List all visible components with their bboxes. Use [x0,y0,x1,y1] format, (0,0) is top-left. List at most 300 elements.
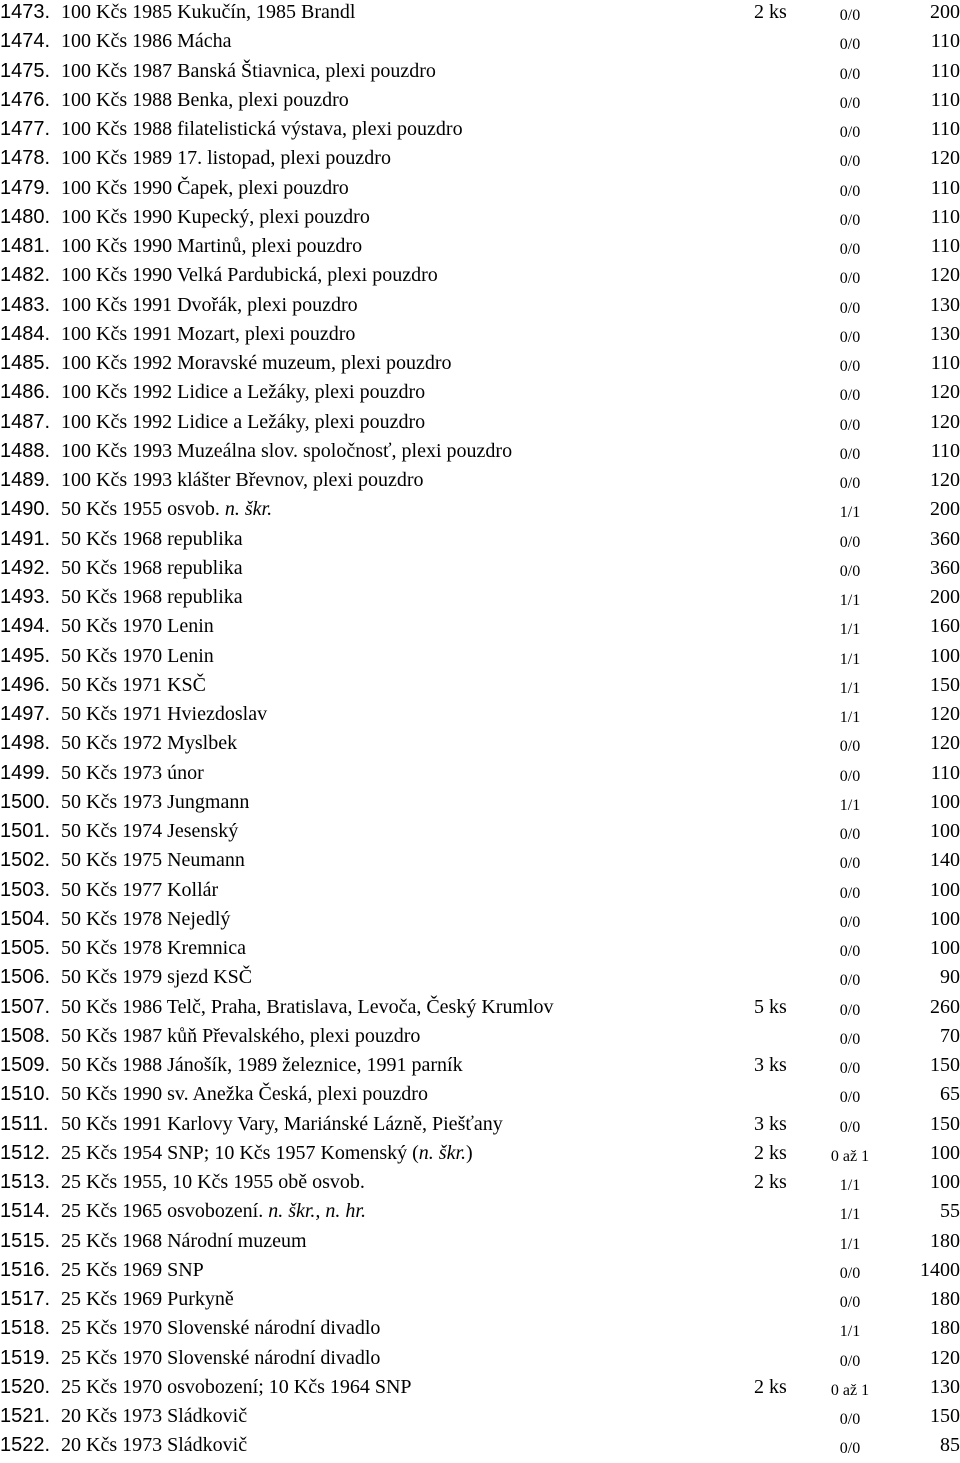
item-price: 120 [930,703,960,725]
item-number: 1513. [0,1171,51,1193]
item-condition: 0/0 [839,65,861,83]
item-description [61,556,243,580]
item-price: 110 [930,59,960,82]
item-price: 120 [930,469,960,491]
item-price: 150 [930,1054,960,1076]
item-condition: 0/0 [839,445,861,463]
item-condition: 0/0 [839,884,861,902]
item-price: 150 [930,673,960,696]
item-number: 1508. [0,1024,51,1047]
catalog-row [0,761,960,790]
item-description-text: 100 Kčs 1993 klášter Břevnov, plexi pouzdro [61,469,424,491]
item-description [61,29,232,53]
item-description [61,0,355,24]
catalog-row [0,1082,960,1111]
item-price: 130 [930,322,960,345]
item-number: 1507. [0,995,51,1018]
item-description-text: 25 Kčs 1968 Národní muzeum [61,1229,307,1252]
item-description [61,702,267,726]
item-price: 200 [930,1,960,23]
item-number: 1474. [0,30,51,53]
catalog-row [0,1287,960,1316]
item-number: 1516. [0,1258,51,1281]
item-condition: 0/0 [839,475,861,492]
item-number: 1514. [0,1200,51,1223]
item-condition: 0/0 [839,36,861,54]
item-price: 360 [930,556,960,579]
item-description [61,59,436,83]
item-description [61,907,230,931]
item-description [61,497,272,521]
item-number: 1504. [0,907,51,930]
item-price: 120 [930,147,960,170]
item-price: 150 [930,1112,960,1135]
catalog-row [0,1433,960,1462]
item-number: 1484. [0,322,51,345]
item-price: 100 [930,1141,960,1164]
item-number: 1481. [0,235,51,257]
item-condition: 0/0 [839,1001,861,1019]
item-description [61,644,214,668]
item-description [61,878,218,902]
item-description [61,673,206,697]
catalog-row [0,176,960,205]
catalog-row [0,1024,960,1053]
item-price: 120 [930,732,960,755]
item-description-text: 20 Kčs 1973 Sládkovič [61,1405,248,1427]
item-condition: 0/0 [839,358,861,375]
item-condition: 0/0 [839,1118,861,1136]
item-description-text: 100 Kčs 1990 Čapek, plexi pouzdro [61,176,349,199]
item-description [61,819,238,843]
catalog-row [0,234,960,263]
item-condition: 0/0 [839,1089,861,1107]
item-number: 1475. [0,59,51,82]
catalog-row [0,1404,960,1433]
item-number: 1498. [0,732,51,755]
item-description [61,176,349,200]
item-price: 120 [930,410,960,433]
catalog-row [0,29,960,58]
item-price: 100 [930,644,960,667]
item-number: 1489. [0,469,51,491]
item-quantity: 3 ks [754,1112,787,1135]
item-description-suffix: ) [466,1141,473,1164]
item-description [61,1141,473,1165]
catalog-row [0,790,960,819]
item-condition: 0/0 [839,913,861,931]
item-description-text: 50 Kčs 1988 Jánošík, 1989 železnice, 1991 parník [61,1054,463,1076]
catalog-row [0,995,960,1024]
item-price: 110 [930,118,960,140]
item-number: 1477. [0,118,51,140]
item-price: 120 [930,381,960,404]
item-number: 1493. [0,586,51,608]
item-description-text: 100 Kčs 1987 Banská Štiavnica, plexi pouzdro [61,59,436,82]
catalog-row [0,322,960,351]
item-description [61,263,438,287]
item-description-text: 50 Kčs 1968 republika [61,586,243,608]
item-price: 1400 [920,1258,960,1281]
item-price: 130 [930,293,960,316]
item-description-text: 100 Kčs 1988 filatelistická výstava, plexi pouzdro [61,118,463,140]
item-number: 1491. [0,527,51,550]
item-description-italic: n. škr., n. hr. [268,1200,366,1223]
catalog-row [0,673,960,702]
catalog-row [0,1141,960,1170]
catalog-row [0,965,960,994]
catalog-row [0,819,960,848]
item-condition: 0/0 [839,124,861,141]
item-description-text: 100 Kčs 1992 Lidice a Ležáky, plexi pouzdro [61,410,426,433]
item-description-text: 50 Kčs 1970 Lenin [61,615,214,638]
item-description [61,1199,366,1223]
item-description-text: 25 Kčs 1970 osvobození; 10 Kčs 1964 SNP [61,1375,412,1398]
item-description [61,205,370,229]
item-description-text: 100 Kčs 1991 Dvořák, plexi pouzdro [61,293,358,316]
item-description [61,410,425,434]
item-number: 1488. [0,439,51,462]
item-price: 120 [930,264,960,287]
item-number: 1483. [0,293,51,316]
item-description-text: 50 Kčs 1968 republika [61,556,243,579]
item-description [61,146,391,170]
item-description [61,936,246,960]
item-condition: 0/0 [839,7,861,24]
item-description [61,293,358,317]
item-description [61,88,349,112]
item-condition: 1/1 [839,1177,861,1194]
item-description [61,790,249,814]
catalog-row [0,146,960,175]
item-number: 1512. [0,1141,51,1164]
item-description-text: 25 Kčs 1955, 10 Kčs 1955 obě osvob. [61,1171,365,1193]
item-number: 1521. [0,1405,51,1427]
item-number: 1500. [0,790,51,813]
item-description [61,585,243,609]
item-description-text: 50 Kčs 1978 Kremnica [61,937,246,959]
item-condition: 1/1 [839,679,861,697]
item-price: 110 [930,205,960,228]
catalog-row [0,907,960,936]
catalog-row [0,1258,960,1287]
item-price: 110 [930,88,960,111]
item-description-text: 25 Kčs 1969 SNP [61,1258,204,1281]
item-price: 85 [940,1434,960,1457]
item-price: 260 [930,995,960,1018]
item-number: 1476. [0,88,51,111]
item-description [61,1404,247,1428]
item-price: 120 [930,1346,960,1369]
item-condition: 0/0 [839,416,861,434]
catalog-row [0,585,960,614]
catalog-row [0,1112,960,1141]
item-description-text: 100 Kčs 1990 Martinů, plexi pouzdro [61,235,363,257]
item-number: 1506. [0,966,51,989]
item-description-text: 100 Kčs 1986 Mácha [61,30,232,53]
item-description-text: 100 Kčs 1992 Moravské muzeum, plexi pouzdro [61,352,452,374]
item-number: 1480. [0,205,51,228]
catalog-row [0,88,960,117]
item-condition: 0/0 [839,855,861,873]
item-condition: 0/0 [839,826,861,843]
item-description [61,1433,247,1457]
item-description [61,848,245,872]
item-condition: 0/0 [839,1060,861,1077]
item-description [61,1170,365,1194]
item-description-text: 100 Kčs 1991 Mozart, plexi pouzdro [61,322,356,345]
item-quantity: 2 ks [754,1171,787,1193]
item-description-text: 50 Kčs 1973 únor [61,761,204,784]
item-condition: 0/0 [839,1264,861,1282]
item-quantity: 2 ks [754,1375,787,1398]
item-description [61,1112,503,1136]
item-description [61,351,451,375]
item-condition: 1/1 [839,796,861,814]
item-condition: 0/0 [839,1294,861,1311]
item-number: 1492. [0,556,51,579]
item-description [61,1287,234,1311]
item-condition: 0/0 [839,533,861,551]
item-number: 1478. [0,147,51,170]
item-number: 1509. [0,1054,51,1076]
catalog-row [0,439,960,468]
item-description [61,322,355,346]
item-condition: 0/0 [839,1030,861,1048]
item-condition: 0/0 [839,94,861,112]
item-description-text: 50 Kčs 1968 republika [61,527,243,550]
item-number: 1479. [0,176,51,199]
item-number: 1505. [0,937,51,959]
item-number: 1519. [0,1346,51,1369]
item-price: 360 [930,527,960,550]
item-description [61,1229,307,1253]
item-condition: 0 až 1 [830,1147,870,1165]
item-description [61,731,237,755]
item-condition: 0/0 [839,182,861,200]
item-number: 1511. [0,1112,49,1135]
item-condition: 0/0 [839,1352,861,1370]
item-number: 1487. [0,410,51,433]
item-description-text: 50 Kčs 1990 sv. Anežka Česká, plexi pouzdro [61,1083,428,1106]
item-number: 1502. [0,849,51,872]
item-description-text: 50 Kčs 1975 Neumann [61,849,245,872]
item-description-italic: n. škr. [418,1141,467,1164]
item-description [61,439,512,463]
item-number: 1522. [0,1434,51,1457]
item-price: 130 [930,1375,960,1398]
item-condition: 0/0 [839,241,861,258]
item-number: 1496. [0,673,51,696]
item-description-text: 100 Kčs 1985 Kukučín, 1985 Brandl [61,1,356,23]
item-description-text: 50 Kčs 1974 Jesenský [61,820,239,842]
item-description-text: 25 Kčs 1965 osvobození. [61,1200,264,1223]
catalog-row [0,644,960,673]
item-description [61,1346,380,1370]
item-condition: 0/0 [839,943,861,960]
item-description-text: 50 Kčs 1987 kůň Převalského, plexi pouzdro [61,1024,421,1047]
item-condition: 0/0 [839,387,861,405]
item-description [61,527,243,551]
item-price: 100 [930,820,960,842]
item-description [61,1053,463,1077]
item-price: 110 [930,235,960,257]
item-price: 100 [930,937,960,959]
item-price: 110 [930,352,960,374]
item-condition: 1/1 [839,1206,861,1224]
item-description [61,468,424,492]
catalog-row [0,0,960,29]
item-description-text: 100 Kčs 1993 Muzeálna slov. spoločnosť, plexi pouzdro [61,439,513,462]
item-condition: 1/1 [839,1323,861,1341]
item-description-text: 20 Kčs 1973 Sládkovič [61,1434,248,1457]
catalog-row [0,1170,960,1199]
item-number: 1517. [0,1288,51,1310]
catalog-row [0,936,960,965]
item-description [61,614,214,638]
item-quantity: 2 ks [754,1141,787,1164]
item-number: 1518. [0,1317,51,1340]
item-condition: 0/0 [839,767,861,785]
item-quantity: 2 ks [754,1,787,23]
item-price: 150 [930,1405,960,1427]
catalog-row [0,556,960,585]
item-description-text: 25 Kčs 1954 SNP; 10 Kčs 1957 Komenský ( [61,1141,419,1164]
catalog-row [0,731,960,760]
item-price: 55 [940,1200,960,1223]
item-number: 1515. [0,1229,51,1252]
item-condition: 0/0 [839,738,861,756]
catalog-row [0,117,960,146]
item-condition: 1/1 [839,709,861,726]
item-condition: 1/1 [839,504,861,522]
item-price: 100 [930,907,960,930]
item-condition: 1/1 [839,650,861,668]
catalog-row [0,293,960,322]
item-description [61,117,463,141]
item-description-text: 50 Kčs 1977 Kollár [61,878,219,901]
catalog-row [0,205,960,234]
item-number: 1503. [0,878,51,901]
item-description-text: 50 Kčs 1991 Karlovy Vary, Mariánské Lázně, Piešťany [61,1112,503,1135]
item-condition: 1/1 [839,592,861,609]
item-number: 1495. [0,644,51,667]
item-condition: 0/0 [839,211,861,229]
catalog-row [0,1316,960,1345]
item-description-text: 100 Kčs 1988 Benka, plexi pouzdro [61,88,349,111]
catalog-row [0,1199,960,1228]
item-description-text: 50 Kčs 1972 Myslbek [61,732,238,755]
item-condition: 1/1 [839,1235,861,1253]
item-condition: 0 až 1 [830,1381,870,1399]
item-condition: 0/0 [839,1411,861,1428]
item-condition: 0/0 [839,972,861,990]
item-description-text: 50 Kčs 1971 Hviezdoslav [61,703,268,725]
item-description [61,995,554,1019]
item-number: 1485. [0,352,51,374]
catalog-row [0,614,960,643]
catalog-row [0,1375,960,1404]
item-description-text: 100 Kčs 1990 Velká Pardubická, plexi pouzdro [61,264,438,287]
catalog-row [0,1229,960,1258]
catalog-row [0,351,960,380]
item-price: 110 [930,30,960,53]
item-description-text: 50 Kčs 1970 Lenin [61,644,214,667]
item-description [61,1258,204,1282]
item-description-text: 50 Kčs 1971 KSČ [61,673,207,696]
item-description-text: 100 Kčs 1992 Lidice a Ležáky, plexi pouzdro [61,381,426,404]
item-price: 90 [940,966,960,989]
item-description-text: 100 Kčs 1989 17. listopad, plexi pouzdro [61,147,391,170]
item-condition: 1/1 [839,621,861,639]
item-price: 140 [930,849,960,872]
item-description [61,234,362,258]
item-price: 200 [930,586,960,608]
item-description-text: 25 Kčs 1970 Slovenské národní divadlo [61,1317,381,1340]
catalog-row [0,380,960,409]
item-price: 200 [930,498,960,521]
item-number: 1497. [0,703,51,725]
item-price: 160 [930,615,960,638]
catalog-row [0,497,960,526]
item-condition: 0/0 [839,270,861,288]
catalog-row [0,59,960,88]
item-description-italic: n. škr. [224,498,273,521]
item-number: 1482. [0,264,51,287]
item-condition: 0/0 [839,299,861,317]
item-price: 110 [930,761,960,784]
item-description [61,761,204,785]
item-description-text: 50 Kčs 1979 sjezd KSČ [61,966,253,989]
item-number: 1520. [0,1375,51,1398]
item-number: 1501. [0,820,51,842]
item-description-text: 25 Kčs 1970 Slovenské národní divadlo [61,1346,381,1369]
catalog-row [0,527,960,556]
item-number: 1510. [0,1083,51,1106]
item-number: 1494. [0,615,51,638]
item-condition: 0/0 [839,562,861,580]
item-number: 1490. [0,498,51,521]
catalog-row [0,702,960,731]
item-number: 1473. [0,1,51,23]
item-quantity: 3 ks [754,1054,787,1076]
item-quantity: 5 ks [754,995,787,1018]
item-price: 100 [930,1171,960,1193]
item-condition: 0/0 [839,328,861,346]
item-description-text: 50 Kčs 1973 Jungmann [61,790,250,813]
catalog-row [0,410,960,439]
catalog-row [0,848,960,877]
item-description [61,1082,428,1106]
item-description [61,1375,412,1399]
catalog-row [0,468,960,497]
item-condition: 0/0 [839,153,861,171]
item-price: 100 [930,878,960,901]
catalog-row [0,878,960,907]
item-price: 180 [930,1229,960,1252]
item-description-text: 50 Kčs 1978 Nejedlý [61,907,231,930]
item-description-text: 25 Kčs 1969 Purkyně [61,1288,234,1310]
item-condition: 0/0 [839,1440,861,1458]
catalog-row [0,1053,960,1082]
item-price: 100 [930,790,960,813]
item-description-text: 50 Kčs 1955 osvob. [61,498,220,521]
item-description [61,1024,420,1048]
item-number: 1499. [0,761,51,784]
item-price: 180 [930,1317,960,1340]
item-description [61,1316,380,1340]
item-number: 1486. [0,381,51,404]
